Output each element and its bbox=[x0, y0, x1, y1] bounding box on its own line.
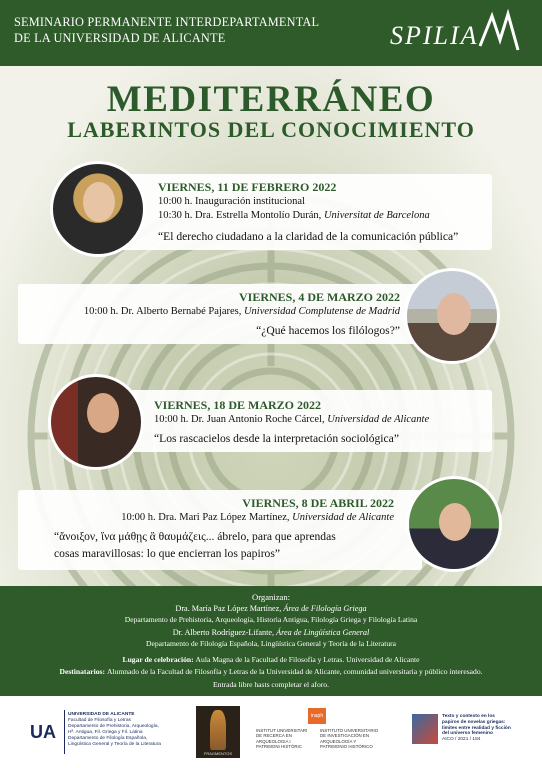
organizer-area: Área de Filología Griega bbox=[283, 604, 367, 613]
event-date: VIERNES, 18 DE MARZO 2022 bbox=[154, 398, 322, 412]
venue: Aula Magna de la Facultad de Filosofía y Letras. Universidad de Alicante bbox=[195, 655, 420, 664]
inaph-spanish bbox=[320, 728, 378, 750]
statue-icon bbox=[210, 710, 226, 750]
speaker-photo-3 bbox=[48, 374, 144, 470]
inaph-valencian bbox=[256, 728, 307, 750]
ua-line: Departamento de Prehistoria, Arqueología, bbox=[68, 724, 159, 729]
organizer-name: Dr. Alberto Rodríguez-Lifante, bbox=[172, 628, 277, 637]
audience: Alumnado de la Facultad de Filosofía y Letras de la Universidad de Alicante, comunidad universitaria y público interesado. bbox=[106, 667, 483, 676]
event-time: 10:30 h. bbox=[158, 210, 193, 221]
speaker-photo-1 bbox=[50, 161, 146, 257]
event-speaker: Dra. Estrella Montolío Durán, bbox=[195, 210, 324, 221]
ua-line: UNIVERSIDAD DE ALICANTE bbox=[68, 712, 135, 717]
event-affiliation: Universidad Complutense de Madrid bbox=[243, 306, 400, 317]
event-time: 10:00 h. bbox=[158, 196, 193, 207]
event-card-2 bbox=[18, 284, 420, 344]
inaph-line: PATRIMONIO HISTÓRICO bbox=[320, 744, 373, 750]
ua-logo: UA bbox=[30, 722, 56, 742]
event-quote: “¿Qué hacemos los filólogos?” bbox=[256, 324, 400, 337]
organizer-name: Dra. María Paz López Martínez, bbox=[175, 604, 284, 613]
audience-line bbox=[0, 667, 542, 676]
event-line bbox=[154, 414, 429, 425]
organizers-section bbox=[0, 586, 542, 696]
papyrus-project-icon bbox=[412, 714, 438, 744]
inaph-badge: inaph bbox=[308, 708, 326, 724]
seminar-title bbox=[14, 14, 319, 46]
event-quote-line-2: cosas maravillosas: lo que encierran los papiros” bbox=[54, 547, 281, 560]
event-text: Inauguración institucional bbox=[195, 196, 305, 207]
event-line bbox=[158, 210, 430, 221]
ua-divider bbox=[64, 710, 65, 754]
event-card-4 bbox=[18, 490, 422, 570]
ua-line: Lingüística General y Teoría de la Literatura bbox=[68, 742, 161, 747]
organizer-1 bbox=[0, 604, 542, 613]
papyrus-project-text bbox=[442, 714, 511, 743]
event-card-3 bbox=[100, 390, 492, 452]
venue-line bbox=[0, 655, 542, 664]
ua-line: Departamento de Filología Española, bbox=[68, 736, 148, 741]
event-speaker: Dr. Juan Antonio Roche Cárcel, bbox=[191, 414, 328, 425]
ua-line: Hª. Antigua, Fil. Griega y Fil. Latina bbox=[68, 730, 143, 735]
inaph-line: INSTITUTO UNIVERSITARIO bbox=[320, 728, 379, 733]
inaph-line: ARQUEOLOGIA I bbox=[256, 738, 291, 744]
event-affiliation: Universidad de Alicante bbox=[327, 414, 430, 425]
seminar-line-1: SEMINARIO PERMANENTE INTERDEPARTAMENTAL bbox=[14, 15, 320, 29]
inaph-line: DE RECERCA EN bbox=[256, 733, 292, 739]
event-line bbox=[121, 512, 394, 523]
event-quote: “El derecho ciudadano a la claridad de la comunicación pública” bbox=[158, 230, 459, 243]
spilia-mark-icon bbox=[480, 14, 518, 50]
event-line bbox=[84, 306, 400, 317]
inaph-line: PATRIMONI HISTÒRIC bbox=[256, 744, 302, 750]
inaph-logo bbox=[252, 708, 382, 756]
ua-line: Facultad de Filosofía y Letras bbox=[68, 718, 131, 723]
fragmentos-logo bbox=[196, 706, 240, 758]
project-line: AICO / 2021 / 184 bbox=[442, 737, 481, 743]
inaph-line: ARQUEOLOGÍA Y bbox=[320, 738, 357, 744]
event-speaker: Dra. Mari Paz López Martínez, bbox=[158, 512, 293, 523]
event-speaker: Dr. Alberto Bernabé Pajares, bbox=[120, 306, 244, 317]
project-line: papiros de novelas griegas: bbox=[442, 719, 506, 725]
event-card-1 bbox=[100, 174, 492, 250]
project-line: del universo femenino bbox=[442, 731, 493, 737]
event-quote-line-1: “ἄνοιξον, ἵνα μάθῃς ἃ θαυμάζεις... ábrelo, para que aprendas bbox=[54, 530, 336, 543]
inaph-line: INSTITUT UNIVERSITARI bbox=[256, 728, 308, 733]
event-date: VIERNES, 11 DE FEBRERO 2022 bbox=[158, 180, 337, 194]
event-line bbox=[158, 196, 305, 207]
event-date: VIERNES, 4 DE MARZO 2022 bbox=[238, 290, 400, 304]
organizers-heading: Organizan: bbox=[251, 592, 291, 602]
speaker-photo-4 bbox=[406, 476, 502, 572]
event-date: VIERNES, 8 DE ABRIL 2022 bbox=[242, 496, 394, 510]
organizer-2-department: Departamento de Filología Española, Lingüística General y Teoría de la Literatura bbox=[145, 639, 397, 648]
project-line: límites entre realidad y ficción bbox=[442, 725, 511, 731]
event-affiliation: Universidad de Alicante bbox=[292, 512, 394, 523]
organizer-area: Área de Lingüística General bbox=[276, 628, 370, 637]
statue-caption: FRAGMENTOS bbox=[203, 751, 233, 756]
logos-footer bbox=[0, 696, 542, 768]
entry-note: Entrada libre hasts completar el aforo. bbox=[213, 680, 329, 689]
ua-text bbox=[68, 712, 161, 748]
project-line: Texto y contexto en los bbox=[442, 714, 495, 719]
venue-label: Lugar de celebración: bbox=[122, 655, 196, 664]
event-affiliation: Universitat de Barcelona bbox=[323, 210, 430, 221]
inaph-line: DE INVESTIGACIÓN EN bbox=[320, 733, 370, 739]
event-time: 10:00 h. bbox=[154, 414, 189, 425]
event-time: 10:00 h. bbox=[121, 512, 156, 523]
spilia-logo bbox=[388, 6, 528, 62]
organizer-2 bbox=[0, 628, 542, 637]
spilia-logo-text: SPILIA bbox=[390, 21, 479, 50]
audience-label: Destinatarios: bbox=[59, 667, 107, 676]
organizer-1-department: Departamento de Prehistoria, Arqueología, Historia Antigua, Filología Griega y Filología Latina bbox=[124, 615, 418, 624]
page-subtitle: LABERINTOS DEL CONOCIMIENTO bbox=[67, 117, 475, 142]
event-quote: “Los rascacielos desde la interpretación sociológica” bbox=[154, 432, 399, 445]
page-title: MEDITERRÁNEO bbox=[106, 79, 436, 120]
header-bar bbox=[0, 0, 542, 66]
event-time: 10:00 h. bbox=[83, 306, 119, 317]
seminar-line-2: DE LA UNIVERSIDAD DE ALICANTE bbox=[14, 31, 226, 45]
speaker-photo-2 bbox=[404, 268, 500, 364]
